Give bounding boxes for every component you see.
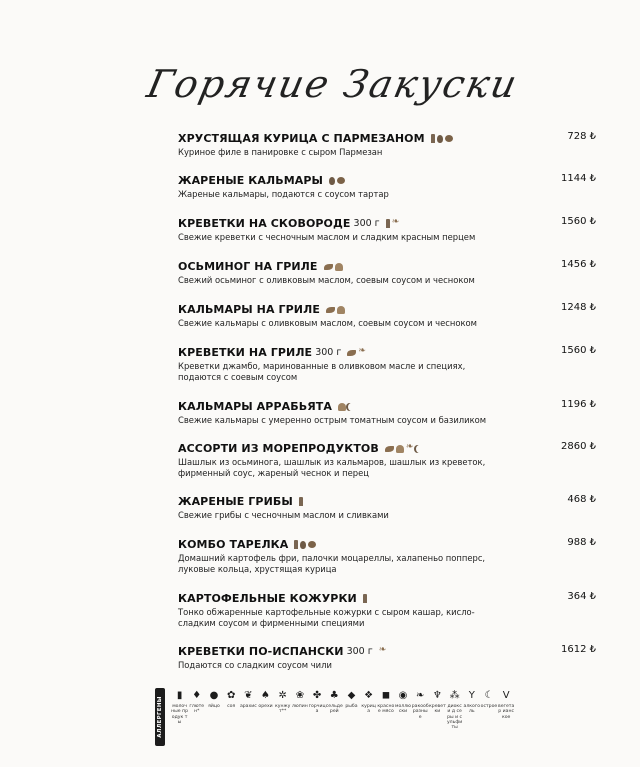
crustacean-icon xyxy=(379,648,387,656)
egg-icon xyxy=(445,135,453,142)
spicy-icon xyxy=(348,403,355,411)
crustacean-icon: ❧ xyxy=(416,689,425,701)
menu-item xyxy=(178,259,596,286)
lupin-icon: ❀ xyxy=(295,689,305,701)
gluten-icon: ♦ xyxy=(192,689,202,701)
menu-item-header xyxy=(178,399,596,414)
allergen-legend-item xyxy=(360,688,377,730)
menu-item-description: Свежий осьминог с оливковым маслом, соевым соусом и чесноком xyxy=(178,275,475,285)
milk-icon xyxy=(386,219,390,228)
menu-item-description: Свежие кальмары с умеренно острым томатным соусом и базиликом xyxy=(178,415,487,425)
menu-item-name: КАЛЬМАРЫ АРРАБЬЯТА xyxy=(178,400,332,413)
menu-item-weight: 300 г xyxy=(353,218,380,229)
page-title: Горячие Закуски xyxy=(143,62,523,106)
menu-item-name: АССОРТИ ИЗ МОРЕПРОДУКТОВ xyxy=(178,442,379,455)
mollusc-icon xyxy=(326,307,335,313)
milk-icon: ▮ xyxy=(176,689,183,701)
menu-item-header xyxy=(178,302,596,317)
menu-item-price: 988 ₺ xyxy=(567,537,596,548)
menu-item-price: 1456 ₺ xyxy=(561,259,596,270)
fish-icon: ◆ xyxy=(347,689,356,701)
menu-item-allergens xyxy=(324,263,343,271)
menu-item-price: 1248 ₺ xyxy=(561,302,596,313)
allergen-legend-label: вегетар ианское xyxy=(498,704,515,720)
crustacean-icon xyxy=(392,220,400,228)
allergen-legend-label: курица xyxy=(361,704,376,715)
shell-icon xyxy=(335,263,343,271)
allergen-legend-label: рыба xyxy=(345,704,358,709)
mollusc-icon xyxy=(385,446,394,452)
menu-item-description: Свежие креветки с чесночным маслом и сладким красным перцем xyxy=(178,232,476,242)
red-meat-icon: ◼ xyxy=(381,689,390,701)
menu-item xyxy=(178,591,596,629)
egg-icon xyxy=(337,177,345,184)
allergen-legend-item xyxy=(343,688,360,730)
menu-item-description: Тонко обжаренные картофельные кожурки с сыром кашар, кисло-сладким соусом и фирменными специями xyxy=(178,607,475,628)
menu-item-name: КАРТОФЕЛЬНЫЕ КОЖУРКИ xyxy=(178,592,357,605)
allergen-legend-label: люпин xyxy=(292,704,308,709)
menu-item xyxy=(178,173,596,200)
menu-item xyxy=(178,537,596,575)
menu-item-description: Жареные кальмары, подаются с соусом тартар xyxy=(178,189,389,199)
allergen-legend-label: красное мясо xyxy=(377,704,395,715)
menu-item-price: 468 ₺ xyxy=(567,494,596,505)
gluten-icon xyxy=(300,541,306,549)
allergen-legend-item xyxy=(171,688,188,730)
menu-item-name: КАЛЬМАРЫ НА ГРИЛЕ xyxy=(178,303,320,316)
allergen-legend-label: моллю ски xyxy=(395,704,412,715)
gluten-icon xyxy=(329,177,335,185)
menu-item-description: Свежие грибы с чесночным маслом и сливками xyxy=(178,510,389,520)
allergen-legend-label: сельде рей xyxy=(325,704,343,715)
allergen-legend-item xyxy=(394,688,411,730)
shrimp-icon: ♆ xyxy=(432,689,442,701)
menu-item-allergens xyxy=(294,540,316,549)
menu-item-header xyxy=(178,345,596,360)
allergen-legend-item xyxy=(429,688,446,730)
menu-item-price: 728 ₺ xyxy=(567,131,596,142)
sulphite-icon: ⁂ xyxy=(449,689,460,701)
allergen-legend-label: алкоголь xyxy=(463,704,481,715)
allergen-legend-item xyxy=(223,688,240,730)
allergen-legend-label: орехи xyxy=(258,704,273,709)
menu-item-header xyxy=(178,644,596,659)
menu-item-name: КОМБО ТАРЕЛКА xyxy=(178,538,289,551)
shell-icon xyxy=(396,445,404,453)
sesame-icon: ✲ xyxy=(278,689,287,701)
milk-icon xyxy=(294,540,298,549)
menu-item xyxy=(178,399,596,426)
mollusc-icon xyxy=(347,350,356,356)
chicken-icon: ❖ xyxy=(364,689,374,701)
milk-icon xyxy=(299,497,303,506)
menu-item-header xyxy=(178,537,596,552)
menu-item xyxy=(178,644,596,671)
allergen-legend-tag-label: АЛЛЕРГЕНЫ xyxy=(157,696,163,738)
menu-item xyxy=(178,131,596,158)
menu-item xyxy=(178,441,596,479)
menu-item-header xyxy=(178,259,596,274)
menu-item-price: 364 ₺ xyxy=(567,591,596,602)
milk-icon xyxy=(431,134,435,143)
allergen-legend-label: кунжут** xyxy=(275,704,291,715)
menu-item-allergens xyxy=(347,349,366,357)
menu-item-allergens xyxy=(386,219,400,228)
nut-icon: ♠ xyxy=(261,689,271,701)
egg-icon xyxy=(308,541,316,548)
allergen-legend-tag xyxy=(155,688,165,746)
peanut-icon: ❦ xyxy=(244,689,253,701)
mollusc-icon xyxy=(324,264,333,270)
alcohol-icon: Y xyxy=(468,689,475,701)
allergen-legend-label: креветки xyxy=(429,704,446,715)
allergen-legend-item xyxy=(257,688,274,730)
menu-item-price: 1560 ₺ xyxy=(561,345,596,356)
allergen-legend-item xyxy=(274,688,291,730)
menu-item-allergens xyxy=(326,306,345,314)
shell-icon xyxy=(338,403,346,411)
menu-item-allergens xyxy=(363,594,367,603)
allergen-legend-item xyxy=(205,688,222,730)
menu-item-header xyxy=(178,441,596,456)
menu-item-name: ЖАРЕНЫЕ КАЛЬМАРЫ xyxy=(178,174,324,187)
menu-item-name: КРЕВЕТКИ ПО-ИСПАНСКИ xyxy=(178,645,344,658)
allergen-legend-item xyxy=(498,688,515,730)
allergen-legend-item xyxy=(377,688,394,730)
menu-item-allergens xyxy=(338,403,355,411)
gluten-icon xyxy=(437,135,443,143)
spicy-icon: ☾ xyxy=(484,689,494,701)
menu-item-allergens xyxy=(379,648,387,656)
menu-item-header xyxy=(178,131,596,146)
menu-item-name: ОСЬМИНОГ НА ГРИЛЕ xyxy=(178,260,318,273)
menu-item-allergens xyxy=(431,134,453,143)
allergen-legend-item xyxy=(291,688,308,730)
egg-icon: ● xyxy=(209,689,219,701)
menu-item-description: Куриное филе в панировке с сыром Пармезан xyxy=(178,147,383,157)
menu-item-price: 1196 ₺ xyxy=(561,399,596,410)
menu-item-allergens xyxy=(329,177,345,185)
allergen-legend-item xyxy=(188,688,205,730)
menu-item-name: ЖАРЕНЫЕ ГРИБЫ xyxy=(178,495,293,508)
vegan-icon: V xyxy=(502,689,510,701)
allergen-legend-label: соя xyxy=(227,704,236,709)
menu-item-allergens xyxy=(385,445,423,453)
allergen-legend-item xyxy=(412,688,429,730)
allergen-legend-items xyxy=(171,688,515,730)
menu-item-description: Свежие кальмары с оливковым маслом, соевым соусом и чесноком xyxy=(178,318,477,328)
allergen-legend-item xyxy=(326,688,343,730)
milk-icon xyxy=(363,594,367,603)
shell-icon xyxy=(337,306,345,314)
allergen-legend-label: ракооб разные xyxy=(411,704,429,720)
menu-item-price: 2860 ₺ xyxy=(561,441,596,452)
allergen-legend-label: арахис xyxy=(239,704,257,709)
mollusc-icon: ◉ xyxy=(398,689,408,701)
allergen-legend xyxy=(155,688,605,748)
menu-item-allergens xyxy=(299,497,303,506)
allergen-legend-label: горчица xyxy=(308,704,326,715)
menu-item-description: Креветки джамбо, маринованные в оливковом масле и специях, подаются с соевым соусом xyxy=(178,361,466,382)
menu-item-price: 1560 ₺ xyxy=(561,216,596,227)
allergen-legend-label: глютен* xyxy=(189,704,205,715)
menu-item xyxy=(178,494,596,521)
allergen-legend-item xyxy=(309,688,326,730)
crustacean-icon xyxy=(358,349,366,357)
allergen-legend-item xyxy=(463,688,480,730)
mustard-icon: ✤ xyxy=(312,689,322,701)
menu-item-name: ХРУСТЯЩАЯ КУРИЦА С ПАРМЕЗАНОМ xyxy=(178,132,425,145)
allergen-legend-label: молоч ные продук ты xyxy=(171,704,189,725)
menu-item xyxy=(178,302,596,329)
menu-item-header xyxy=(178,173,596,188)
menu-item-weight: 300 г xyxy=(346,646,373,657)
menu-item-price: 1144 ₺ xyxy=(561,173,596,184)
menu-item-name: КРЕВЕТКИ НА ГРИЛЕ xyxy=(178,346,313,359)
menu-item-header xyxy=(178,494,596,509)
menu-item-header xyxy=(178,216,596,231)
allergen-legend-label: острое xyxy=(480,704,498,709)
menu-item-description: Подаются со сладким соусом чили xyxy=(178,660,332,670)
celery-icon: ♣ xyxy=(329,689,339,701)
menu-item-price: 1612 ₺ xyxy=(561,644,596,655)
allergen-legend-item xyxy=(446,688,463,730)
menu-item-weight: 300 г xyxy=(315,347,342,358)
allergen-legend-label: яйцо xyxy=(208,704,220,709)
menu-item-name: КРЕВЕТКИ НА СКОВОРОДЕ xyxy=(178,217,351,230)
menu-item xyxy=(178,345,596,383)
crustacean-icon xyxy=(406,445,414,453)
allergen-legend-item xyxy=(240,688,257,730)
menu-item-description: Домашний картофель фри, палочки моцареллы, халапеньо попперс, луковые кольца, хрустящая курица xyxy=(178,553,486,574)
menu-item-description: Шашлык из осьминога, шашлык из кальмаров, шашлык из креветок, фирменный соус, жареный чеснок и перец xyxy=(178,457,486,478)
allergen-legend-label: диокси д серы и сульфи ты xyxy=(446,704,463,731)
allergen-legend-item xyxy=(480,688,497,730)
menu-item-header xyxy=(178,591,596,606)
soy-icon: ✿ xyxy=(226,689,236,701)
menu-item xyxy=(178,216,596,243)
spicy-icon xyxy=(416,445,423,453)
